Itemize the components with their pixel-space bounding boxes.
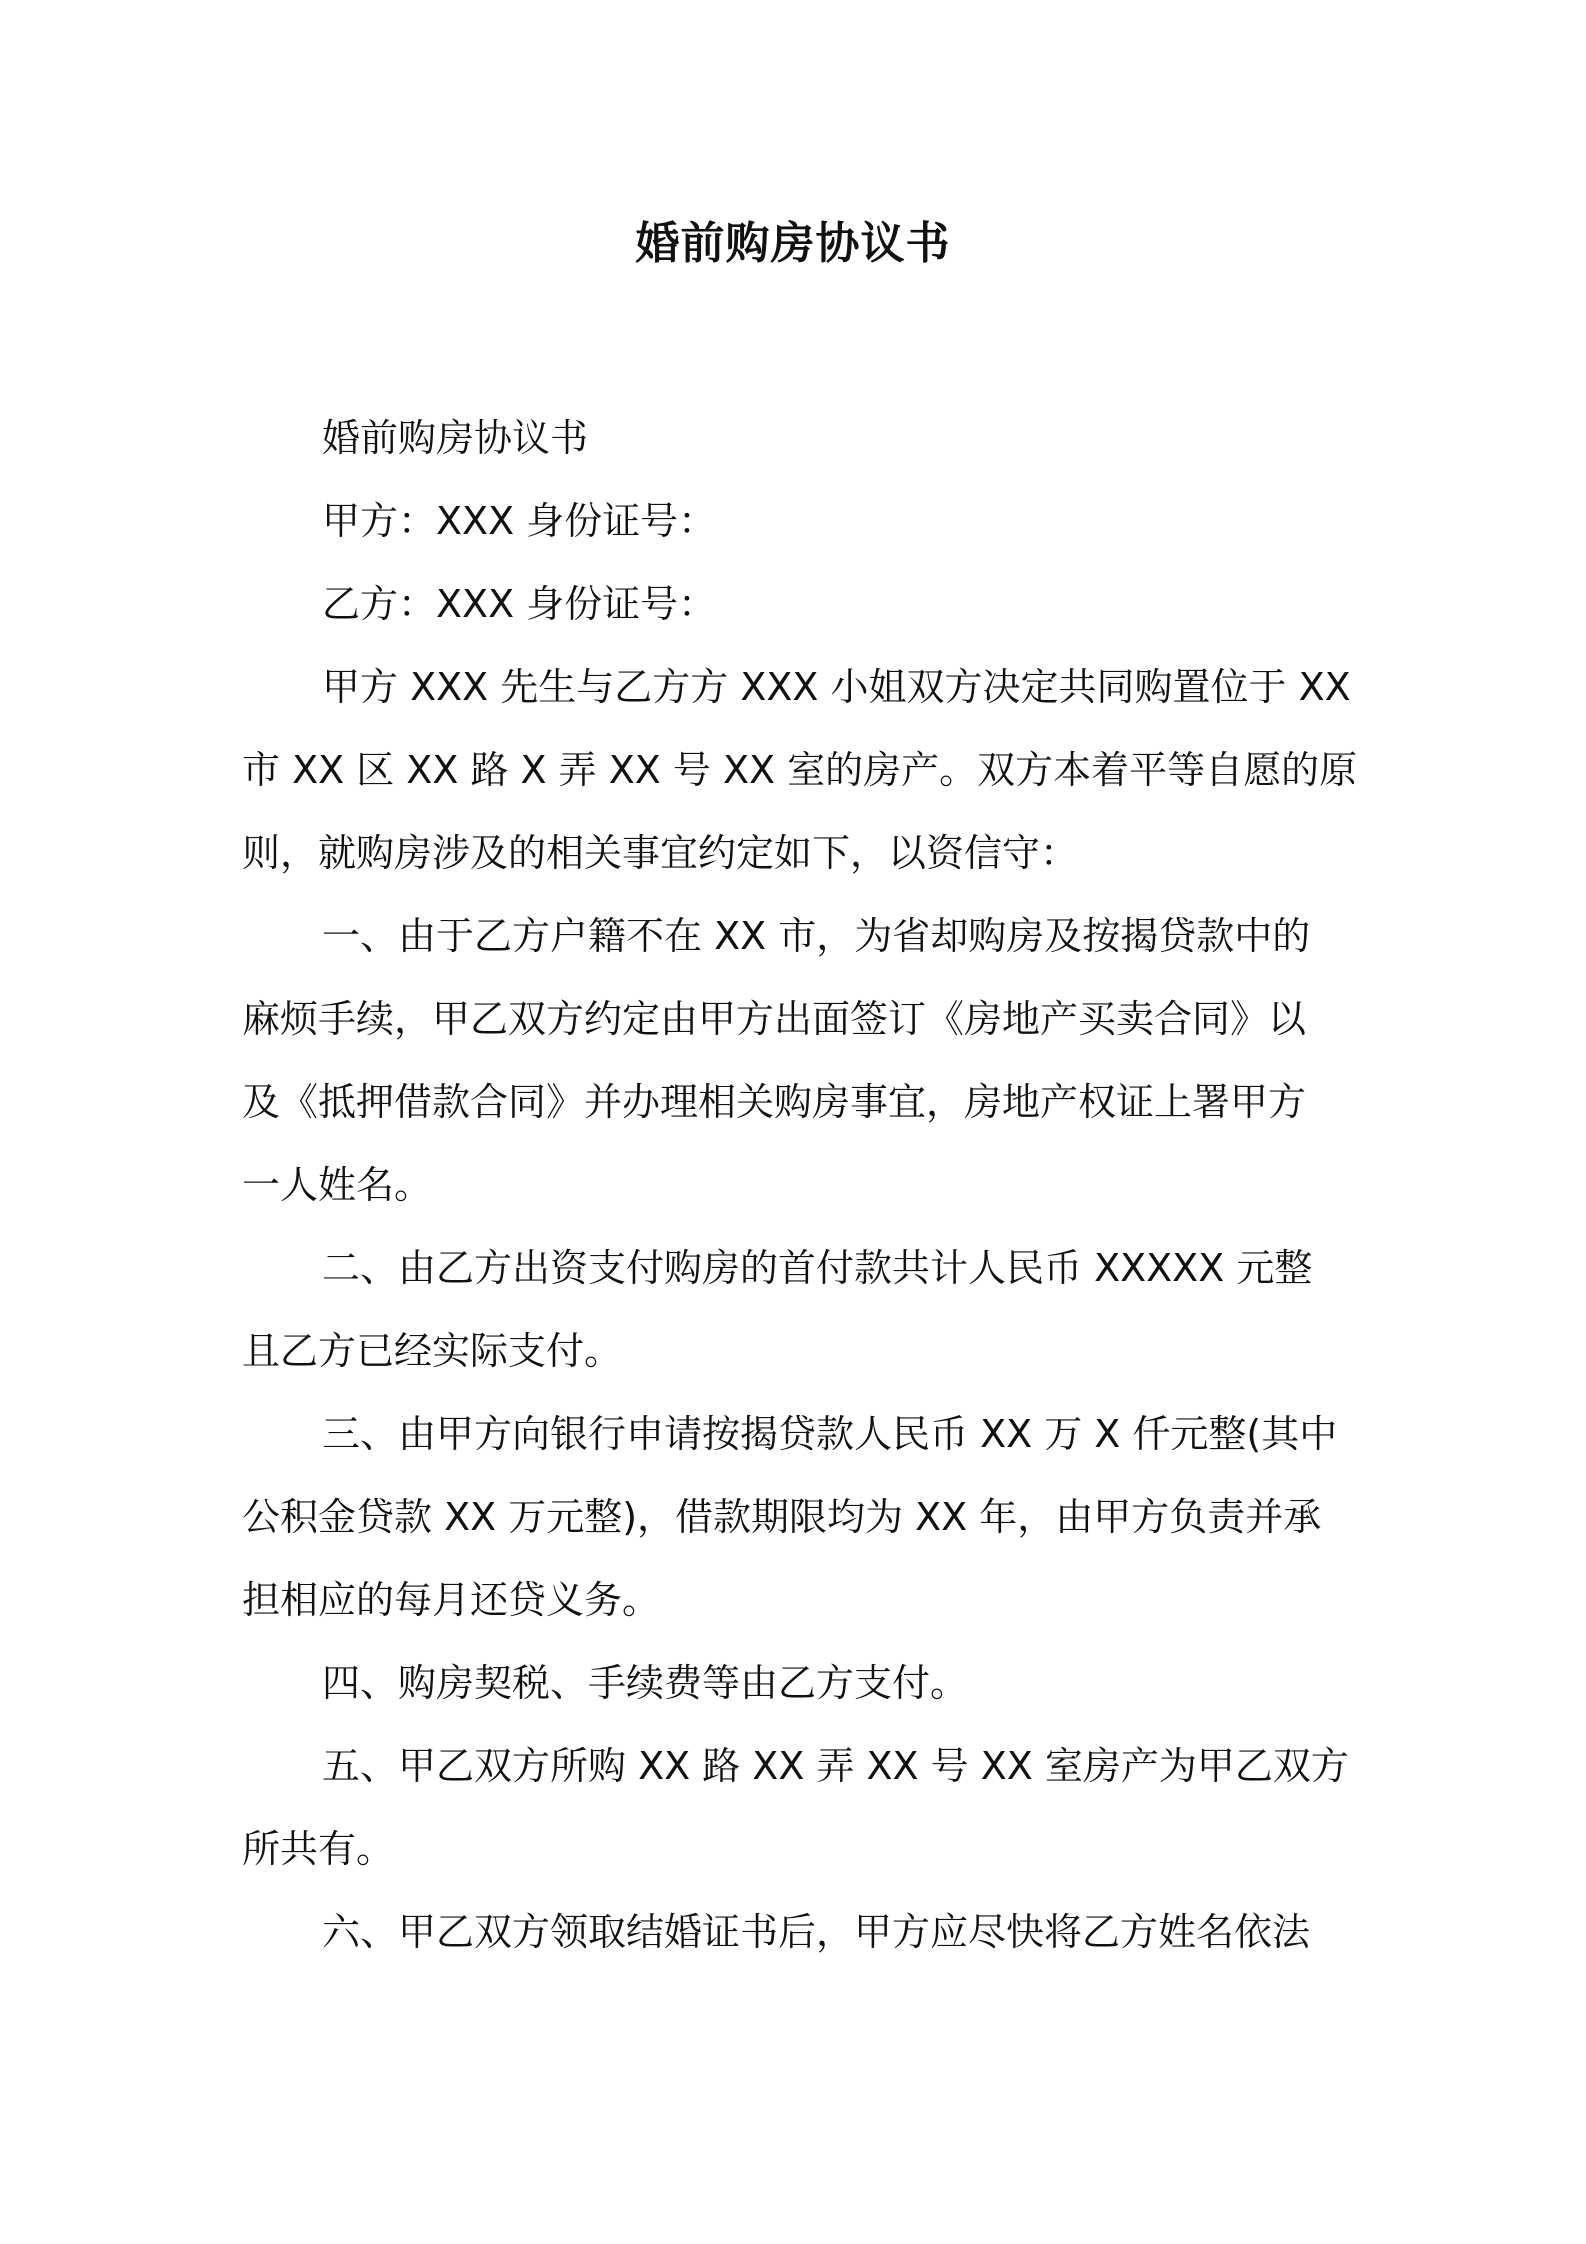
subtitle-line: 婚前购房协议书 <box>322 416 589 460</box>
clause-5-line-1: 五、甲乙双方所购 XX 路 XX 弄 XX 号 XX 室房产为甲乙双方 <box>322 1744 1349 1788</box>
clause-3-line-2: 公积金贷款 XX 万元整)，借款期限均为 XX 年，由甲方负责并承 <box>242 1495 1322 1539</box>
clause-6-line-1: 六、甲乙双方领取结婚证书后，甲方应尽快将乙方姓名依法 <box>322 1910 1311 1954</box>
intro-line-3: 则，就购房涉及的相关事宜约定如下，以资信守： <box>242 831 1079 875</box>
clause-1-line-2: 麻烦手续，甲乙双方约定由甲方出面签订《房地产买卖合同》以 <box>242 997 1307 1041</box>
clause-3-line-3: 担相应的每月还贷义务。 <box>242 1578 661 1622</box>
clause-1-line-1: 一、由于乙方户籍不在 XX 市，为省却购房及按揭贷款中的 <box>322 914 1311 958</box>
clause-3-line-1: 三、由甲方向银行申请按揭贷款人民币 XX 万 X 仟元整(其中 <box>322 1412 1338 1456</box>
clause-1-line-3: 及《抵押借款合同》并办理相关购房事宜，房地产权证上署甲方 <box>242 1080 1307 1124</box>
party-a-line: 甲方：XXX 身份证号： <box>322 499 717 543</box>
document-title: 婚前购房协议书 <box>635 218 951 269</box>
clause-5-line-2: 所共有。 <box>242 1827 395 1871</box>
clause-2-line-2: 且乙方已经实际支付。 <box>242 1329 623 1373</box>
party-b-line: 乙方：XXX 身份证号： <box>322 582 717 626</box>
intro-line-2: 市 XX 区 XX 路 X 弄 XX 号 XX 室的房产。双方本着平等自愿的原 <box>242 748 1358 792</box>
clause-2-line-1: 二、由乙方出资支付购房的首付款共计人民币 XXXXX 元整 <box>322 1246 1313 1290</box>
clause-4-line-1: 四、购房契税、手续费等由乙方支付。 <box>322 1661 969 1705</box>
intro-line-1: 甲方 XXX 先生与乙方方 XXX 小姐双方决定共同购置位于 XX <box>322 665 1351 709</box>
clause-1-line-4: 一人姓名。 <box>242 1163 433 1207</box>
